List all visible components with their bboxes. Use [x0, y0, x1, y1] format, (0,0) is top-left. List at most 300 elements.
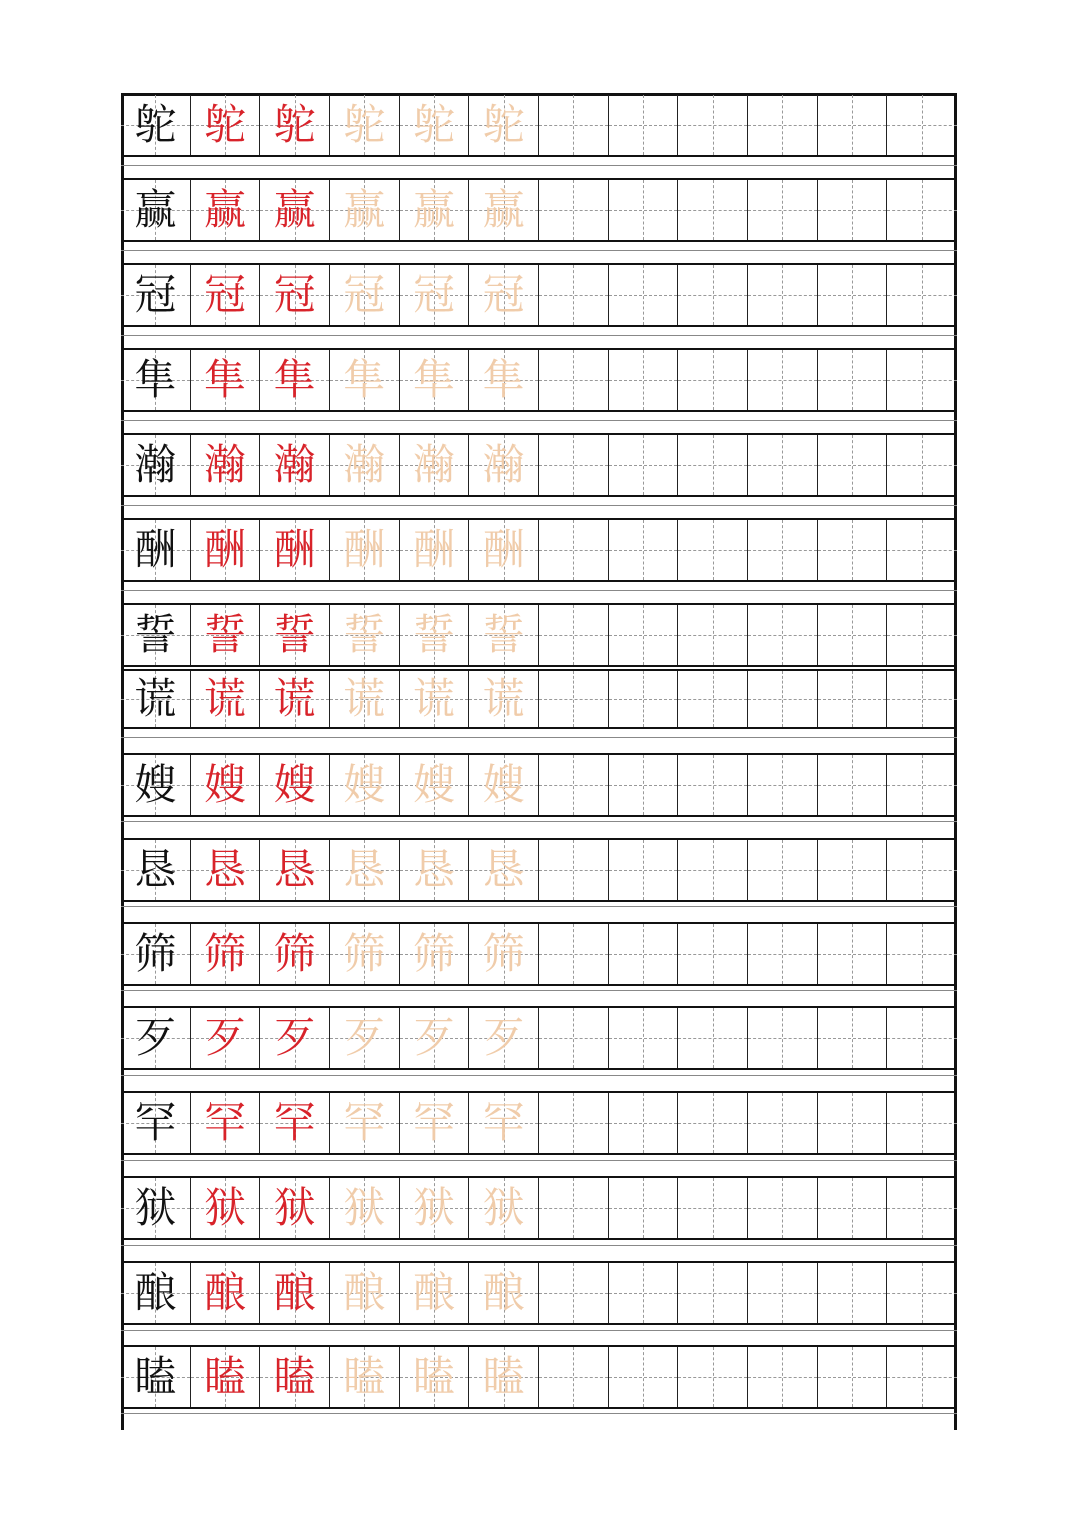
character: 嫂 — [134, 760, 177, 809]
character: 隼 — [134, 355, 177, 404]
model-character-cell — [121, 1093, 191, 1153]
character: 谎 — [412, 674, 455, 723]
blank-practice-cell[interactable] — [539, 671, 609, 727]
red-example-cell — [260, 605, 330, 665]
trace-character-cell — [330, 520, 400, 580]
character: 狱 — [273, 1183, 316, 1232]
character: 鸵 — [412, 100, 455, 149]
blank-practice-cell[interactable] — [887, 605, 957, 665]
row-separator-line — [121, 1075, 957, 1076]
blank-practice-cell[interactable] — [678, 605, 748, 665]
row-separator-line — [121, 505, 957, 506]
character: 瞌 — [412, 1352, 455, 1401]
model-character-cell — [121, 1178, 191, 1238]
character: 誓 — [203, 610, 246, 659]
trace-character-cell — [400, 95, 470, 155]
character: 歹 — [273, 1013, 316, 1062]
practice-row — [121, 1261, 957, 1325]
model-character-cell — [121, 1008, 191, 1068]
row-separator-line — [121, 1413, 957, 1414]
trace-character-cell — [330, 95, 400, 155]
practice-row — [121, 1091, 957, 1155]
blank-practice-cell[interactable] — [818, 1347, 888, 1407]
blank-practice-cell[interactable] — [748, 265, 818, 325]
character: 歹 — [482, 1013, 525, 1062]
character: 罕 — [273, 1098, 316, 1147]
blank-practice-cell[interactable] — [678, 840, 748, 900]
character: 酬 — [203, 525, 246, 574]
blank-practice-cell[interactable] — [887, 1263, 957, 1323]
red-example-cell — [191, 180, 261, 240]
trace-character-cell — [330, 265, 400, 325]
character: 恳 — [273, 845, 316, 894]
character: 酬 — [134, 525, 177, 574]
blank-practice-cell[interactable] — [748, 435, 818, 495]
model-character-cell — [121, 840, 191, 900]
character: 狱 — [134, 1183, 177, 1232]
blank-practice-cell[interactable] — [748, 671, 818, 727]
practice-row — [121, 178, 957, 242]
red-example-cell — [191, 1263, 261, 1323]
model-character-cell — [121, 755, 191, 815]
blank-practice-cell[interactable] — [678, 1093, 748, 1153]
blank-practice-cell[interactable] — [609, 924, 679, 984]
trace-character-cell — [330, 1178, 400, 1238]
red-example-cell — [260, 755, 330, 815]
blank-practice-cell[interactable] — [887, 435, 957, 495]
blank-practice-cell[interactable] — [539, 755, 609, 815]
blank-practice-cell[interactable] — [818, 265, 888, 325]
blank-practice-cell[interactable] — [748, 1008, 818, 1068]
blank-practice-cell[interactable] — [748, 924, 818, 984]
blank-practice-cell[interactable] — [818, 435, 888, 495]
blank-practice-cell[interactable] — [818, 671, 888, 727]
character: 隼 — [203, 355, 246, 404]
practice-row — [121, 348, 957, 412]
blank-practice-cell[interactable] — [887, 1008, 957, 1068]
red-example-cell — [191, 755, 261, 815]
blank-practice-cell[interactable] — [887, 1093, 957, 1153]
character: 冠 — [412, 270, 455, 319]
character: 冠 — [482, 270, 525, 319]
character: 鸵 — [343, 100, 386, 149]
red-example-cell — [260, 265, 330, 325]
red-example-cell — [191, 350, 261, 410]
character: 赢 — [134, 185, 177, 234]
practice-row — [121, 93, 957, 157]
character: 歹 — [343, 1013, 386, 1062]
character: 酿 — [412, 1268, 455, 1317]
red-example-cell — [260, 1093, 330, 1153]
character: 嫂 — [343, 760, 386, 809]
blank-practice-cell[interactable] — [818, 520, 888, 580]
character: 歹 — [412, 1013, 455, 1062]
character: 酿 — [134, 1268, 177, 1317]
blank-practice-cell[interactable] — [609, 755, 679, 815]
character: 嫂 — [412, 760, 455, 809]
blank-practice-cell[interactable] — [539, 1347, 609, 1407]
blank-practice-cell[interactable] — [887, 520, 957, 580]
blank-practice-cell[interactable] — [539, 1178, 609, 1238]
red-example-cell — [260, 350, 330, 410]
red-example-cell — [191, 1178, 261, 1238]
blank-practice-cell[interactable] — [887, 95, 957, 155]
model-character-cell — [121, 1347, 191, 1407]
red-example-cell — [260, 520, 330, 580]
blank-practice-cell[interactable] — [887, 1347, 957, 1407]
red-example-cell — [260, 1347, 330, 1407]
character: 谎 — [273, 674, 316, 723]
character: 罕 — [343, 1098, 386, 1147]
blank-practice-cell[interactable] — [539, 1263, 609, 1323]
row-separator-line — [121, 1245, 957, 1246]
character: 谎 — [134, 674, 177, 723]
model-character-cell — [121, 435, 191, 495]
blank-practice-cell[interactable] — [748, 840, 818, 900]
row-separator-line — [121, 420, 957, 421]
red-example-cell — [260, 924, 330, 984]
blank-practice-cell[interactable] — [609, 1093, 679, 1153]
blank-practice-cell[interactable] — [818, 1093, 888, 1153]
blank-practice-cell[interactable] — [609, 671, 679, 727]
blank-practice-cell[interactable] — [539, 1093, 609, 1153]
red-example-cell — [191, 1093, 261, 1153]
blank-practice-cell[interactable] — [748, 95, 818, 155]
blank-practice-cell[interactable] — [609, 1263, 679, 1323]
model-character-cell — [121, 265, 191, 325]
trace-character-cell — [469, 605, 539, 665]
blank-practice-cell[interactable] — [818, 840, 888, 900]
red-example-cell — [191, 1347, 261, 1407]
character: 酿 — [343, 1268, 386, 1317]
trace-character-cell — [469, 350, 539, 410]
model-character-cell — [121, 671, 191, 727]
trace-character-cell — [469, 1008, 539, 1068]
blank-practice-cell[interactable] — [609, 180, 679, 240]
character: 隼 — [482, 355, 525, 404]
blank-practice-cell[interactable] — [818, 755, 888, 815]
blank-practice-cell[interactable] — [818, 180, 888, 240]
character: 瞌 — [203, 1352, 246, 1401]
blank-practice-cell[interactable] — [818, 1178, 888, 1238]
row-separator-line — [121, 1330, 957, 1331]
row-separator-line — [121, 335, 957, 336]
practice-row — [121, 603, 957, 667]
blank-practice-cell[interactable] — [678, 350, 748, 410]
character: 筛 — [203, 929, 246, 978]
trace-character-cell — [469, 95, 539, 155]
blank-practice-cell[interactable] — [887, 350, 957, 410]
blank-practice-cell[interactable] — [539, 1008, 609, 1068]
character: 赢 — [273, 185, 316, 234]
blank-practice-cell[interactable] — [748, 605, 818, 665]
practice-row — [121, 838, 957, 902]
red-example-cell — [191, 671, 261, 727]
red-example-cell — [260, 671, 330, 727]
blank-practice-cell[interactable] — [887, 755, 957, 815]
blank-practice-cell[interactable] — [609, 605, 679, 665]
blank-practice-cell[interactable] — [748, 1093, 818, 1153]
trace-character-cell — [400, 1347, 470, 1407]
practice-row — [121, 433, 957, 497]
trace-character-cell — [400, 1093, 470, 1153]
trace-character-cell — [330, 924, 400, 984]
character: 恳 — [203, 845, 246, 894]
red-example-cell — [191, 840, 261, 900]
character: 瀚 — [134, 440, 177, 489]
character: 冠 — [343, 270, 386, 319]
model-character-cell — [121, 605, 191, 665]
blank-practice-cell[interactable] — [748, 520, 818, 580]
model-character-cell — [121, 350, 191, 410]
character: 赢 — [203, 185, 246, 234]
row-separator-line — [121, 906, 957, 907]
blank-practice-cell[interactable] — [887, 1178, 957, 1238]
blank-practice-cell[interactable] — [539, 95, 609, 155]
character: 嫂 — [482, 760, 525, 809]
trace-character-cell — [400, 350, 470, 410]
character: 瀚 — [412, 440, 455, 489]
red-example-cell — [260, 435, 330, 495]
blank-practice-cell[interactable] — [609, 520, 679, 580]
character: 罕 — [412, 1098, 455, 1147]
blank-practice-cell[interactable] — [539, 840, 609, 900]
red-example-cell — [260, 95, 330, 155]
character: 酬 — [343, 525, 386, 574]
row-separator-line — [121, 1160, 957, 1161]
blank-practice-cell[interactable] — [678, 671, 748, 727]
model-character-cell — [121, 520, 191, 580]
trace-character-cell — [330, 605, 400, 665]
blank-practice-cell[interactable] — [748, 1178, 818, 1238]
character: 歹 — [134, 1013, 177, 1062]
blank-practice-cell[interactable] — [678, 265, 748, 325]
blank-practice-cell[interactable] — [609, 1178, 679, 1238]
character: 瞌 — [134, 1352, 177, 1401]
blank-practice-cell[interactable] — [818, 95, 888, 155]
blank-practice-cell[interactable] — [748, 1347, 818, 1407]
blank-practice-cell[interactable] — [748, 1263, 818, 1323]
trace-character-cell — [469, 180, 539, 240]
trace-character-cell — [400, 755, 470, 815]
trace-character-cell — [330, 840, 400, 900]
blank-practice-cell[interactable] — [539, 924, 609, 984]
character: 嫂 — [273, 760, 316, 809]
blank-practice-cell[interactable] — [678, 1347, 748, 1407]
trace-character-cell — [330, 1093, 400, 1153]
blank-practice-cell[interactable] — [609, 95, 679, 155]
trace-character-cell — [400, 435, 470, 495]
blank-practice-cell[interactable] — [678, 1008, 748, 1068]
character: 冠 — [203, 270, 246, 319]
blank-practice-cell[interactable] — [887, 180, 957, 240]
character: 誓 — [412, 610, 455, 659]
row-separator-line — [121, 250, 957, 251]
blank-practice-cell[interactable] — [678, 924, 748, 984]
character: 酬 — [482, 525, 525, 574]
character: 赢 — [482, 185, 525, 234]
character: 隼 — [343, 355, 386, 404]
red-example-cell — [260, 180, 330, 240]
character: 恳 — [412, 845, 455, 894]
model-character-cell — [121, 924, 191, 984]
blank-practice-cell[interactable] — [678, 95, 748, 155]
blank-practice-cell[interactable] — [887, 671, 957, 727]
trace-character-cell — [330, 350, 400, 410]
trace-character-cell — [400, 1178, 470, 1238]
blank-practice-cell[interactable] — [678, 180, 748, 240]
character: 酿 — [273, 1268, 316, 1317]
trace-character-cell — [400, 605, 470, 665]
practice-row — [121, 518, 957, 582]
blank-practice-cell[interactable] — [748, 755, 818, 815]
character: 罕 — [134, 1098, 177, 1147]
blank-practice-cell[interactable] — [539, 605, 609, 665]
character: 酿 — [203, 1268, 246, 1317]
trace-character-cell — [330, 1347, 400, 1407]
blank-practice-cell[interactable] — [609, 840, 679, 900]
character: 筛 — [343, 929, 386, 978]
character: 谎 — [482, 674, 525, 723]
character: 隼 — [273, 355, 316, 404]
blank-practice-cell[interactable] — [609, 265, 679, 325]
character: 赢 — [412, 185, 455, 234]
character: 谎 — [203, 674, 246, 723]
trace-character-cell — [469, 520, 539, 580]
character: 冠 — [134, 270, 177, 319]
model-character-cell — [121, 95, 191, 155]
blank-practice-cell[interactable] — [539, 265, 609, 325]
blank-practice-cell[interactable] — [887, 265, 957, 325]
blank-practice-cell[interactable] — [678, 1263, 748, 1323]
trace-character-cell — [400, 265, 470, 325]
blank-practice-cell[interactable] — [609, 1347, 679, 1407]
blank-practice-cell[interactable] — [539, 435, 609, 495]
red-example-cell — [260, 1178, 330, 1238]
trace-character-cell — [400, 180, 470, 240]
blank-practice-cell[interactable] — [887, 924, 957, 984]
blank-practice-cell[interactable] — [539, 350, 609, 410]
blank-practice-cell[interactable] — [818, 1263, 888, 1323]
blank-practice-cell[interactable] — [748, 350, 818, 410]
blank-practice-cell[interactable] — [818, 605, 888, 665]
trace-character-cell — [400, 840, 470, 900]
red-example-cell — [191, 1008, 261, 1068]
character: 狱 — [343, 1183, 386, 1232]
character: 誓 — [482, 610, 525, 659]
character: 罕 — [482, 1098, 525, 1147]
character: 嫂 — [203, 760, 246, 809]
trace-character-cell — [469, 435, 539, 495]
blank-practice-cell[interactable] — [678, 435, 748, 495]
character: 歹 — [203, 1013, 246, 1062]
character: 赢 — [343, 185, 386, 234]
trace-character-cell — [469, 1263, 539, 1323]
trace-character-cell — [400, 520, 470, 580]
character: 瞌 — [273, 1352, 316, 1401]
blank-practice-cell[interactable] — [818, 350, 888, 410]
character: 誓 — [343, 610, 386, 659]
trace-character-cell — [330, 435, 400, 495]
blank-practice-cell[interactable] — [609, 435, 679, 495]
character: 瀚 — [482, 440, 525, 489]
red-example-cell — [191, 924, 261, 984]
character: 谎 — [343, 674, 386, 723]
blank-practice-cell[interactable] — [609, 350, 679, 410]
red-example-cell — [191, 520, 261, 580]
trace-character-cell — [330, 1008, 400, 1068]
trace-character-cell — [469, 924, 539, 984]
blank-practice-cell[interactable] — [539, 520, 609, 580]
model-character-cell — [121, 180, 191, 240]
red-example-cell — [191, 265, 261, 325]
blank-practice-cell[interactable] — [887, 840, 957, 900]
character: 鸵 — [482, 100, 525, 149]
blank-practice-cell[interactable] — [678, 520, 748, 580]
blank-practice-cell[interactable] — [678, 1178, 748, 1238]
trace-character-cell — [330, 1263, 400, 1323]
character: 誓 — [273, 610, 316, 659]
character: 瞌 — [482, 1352, 525, 1401]
row-separator-line — [121, 590, 957, 591]
character: 恳 — [134, 845, 177, 894]
blank-practice-cell[interactable] — [818, 1008, 888, 1068]
practice-row — [121, 922, 957, 986]
character: 酬 — [273, 525, 316, 574]
practice-row — [121, 669, 957, 729]
trace-character-cell — [330, 671, 400, 727]
practice-row — [121, 263, 957, 327]
trace-character-cell — [469, 671, 539, 727]
red-example-cell — [191, 605, 261, 665]
character: 筛 — [412, 929, 455, 978]
row-separator-line — [121, 990, 957, 991]
practice-row — [121, 1176, 957, 1240]
red-example-cell — [191, 95, 261, 155]
practice-row — [121, 1345, 957, 1409]
character: 鸵 — [273, 100, 316, 149]
practice-row — [121, 753, 957, 817]
trace-character-cell — [400, 1263, 470, 1323]
character: 狱 — [482, 1183, 525, 1232]
character: 瀚 — [203, 440, 246, 489]
red-example-cell — [260, 840, 330, 900]
character: 誓 — [134, 610, 177, 659]
character: 酿 — [482, 1268, 525, 1317]
trace-character-cell — [469, 1178, 539, 1238]
model-character-cell — [121, 1263, 191, 1323]
red-example-cell — [260, 1008, 330, 1068]
blank-practice-cell[interactable] — [539, 180, 609, 240]
character: 鸵 — [203, 100, 246, 149]
blank-practice-cell[interactable] — [748, 180, 818, 240]
character: 鸵 — [134, 100, 177, 149]
trace-character-cell — [469, 755, 539, 815]
trace-character-cell — [330, 755, 400, 815]
row-separator-line — [121, 821, 957, 822]
trace-character-cell — [330, 180, 400, 240]
blank-practice-cell[interactable] — [678, 755, 748, 815]
trace-character-cell — [400, 1008, 470, 1068]
character: 筛 — [482, 929, 525, 978]
character: 酬 — [412, 525, 455, 574]
blank-practice-cell[interactable] — [609, 1008, 679, 1068]
character: 筛 — [273, 929, 316, 978]
trace-character-cell — [469, 1093, 539, 1153]
blank-practice-cell[interactable] — [818, 924, 888, 984]
red-example-cell — [260, 1263, 330, 1323]
row-separator-line — [121, 165, 957, 166]
